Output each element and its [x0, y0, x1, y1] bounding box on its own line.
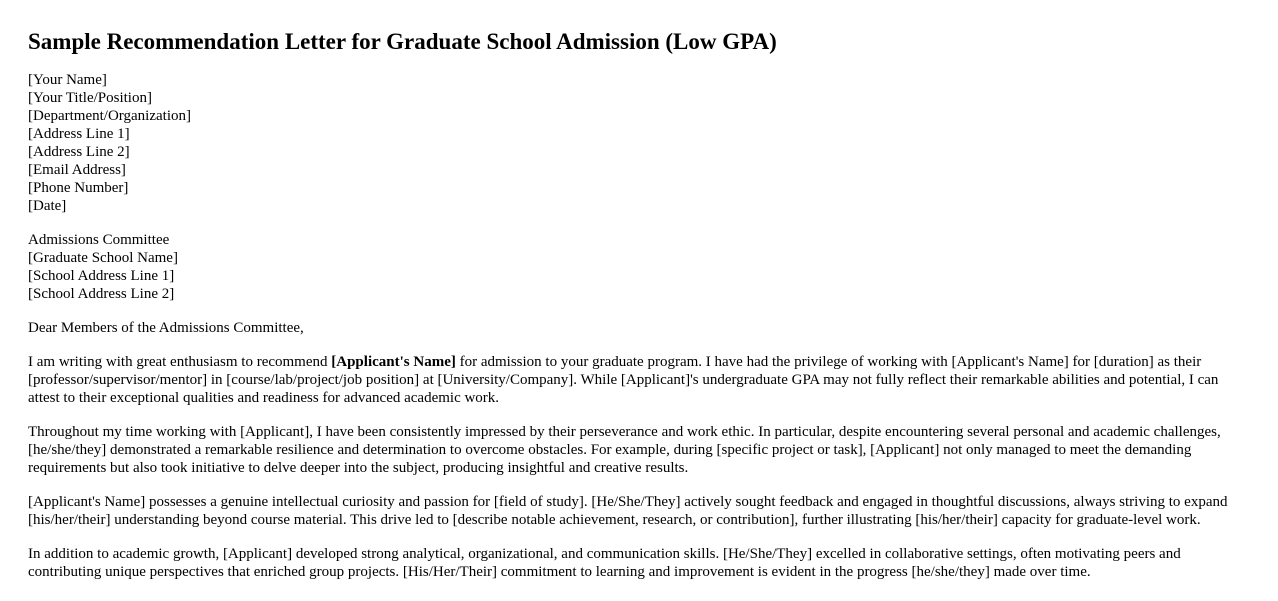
paragraph-intro [28, 353, 1250, 407]
recipient-address-line-1: [School Address Line 1] [28, 268, 175, 284]
sender-block [28, 71, 1250, 215]
salutation: Dear Members of the Admissions Committee, [28, 320, 304, 336]
sender-address-line-2: [Address Line 2] [28, 144, 130, 160]
sender-title: [Your Title/Position] [28, 90, 152, 106]
paragraph-intro-end: for admission to your graduate program. I have had the privilege of working with [Applicant's Name] for [duration] as their [professor/supervisor/mentor] in [course/lab/project/job position] at [University/Company]. While [Applicant]'s undergraduate GPA may not fully reflect their remarkable abilities and potential, I can attest to their exceptional qualities and readiness for advanced academic work. [28, 354, 1219, 406]
paragraph-skills: In addition to academic growth, [Applicant] developed strong analytical, organizational, and communication skills. [He/She/They] excelled in collaborative settings, often motivating peers and contributing unique perspectives that enriched group projects. [His/Her/Their] commitment to learning and improvement is evident in the progress [he/she/they] made over time. [28, 546, 1181, 580]
recipient-school-name: [Graduate School Name] [28, 250, 178, 266]
sender-name: [Your Name] [28, 72, 107, 88]
paragraph-perseverance: Throughout my time working with [Applicant], I have been consistently impressed by their perseverance and work ethic. In particular, despite encountering several personal and academic challenges, [he/she/they] demonstrated a remarkable resilience and determination to overcome obstacles. For example, during [specific project or task], [Applicant] not only managed to meet the demanding requirements but also took initiative to delve deeper into the subject, producing insightful and creative results. [28, 424, 1221, 476]
recipient-address-line-2: [School Address Line 2] [28, 286, 175, 302]
sender-email: [Email Address] [28, 162, 126, 178]
sender-department: [Department/Organization] [28, 108, 191, 124]
applicant-name-bold: [Applicant's Name] [331, 354, 456, 370]
sender-date: [Date] [28, 198, 67, 214]
letter-document [28, 0, 1250, 581]
page-title: Sample Recommendation Letter for Graduate School Admission (Low GPA) [28, 29, 777, 54]
paragraph-intro-start: I am writing with great enthusiasm to recommend [28, 354, 332, 370]
sender-phone: [Phone Number] [28, 180, 129, 196]
paragraph-curiosity: [Applicant's Name] possesses a genuine intellectual curiosity and passion for [field of study]. [He/She/They] actively sought feedback and engaged in thoughtful discussions, always striving to expand [his/her/their] understanding beyond course material. This drive led to [describe notable achievement, research, or contribution], further illustrating [his/her/their] capacity for graduate-level work. [28, 494, 1228, 528]
recipient-committee: Admissions Committee [28, 232, 170, 248]
sender-address-line-1: [Address Line 1] [28, 126, 130, 142]
recipient-block [28, 231, 1250, 303]
